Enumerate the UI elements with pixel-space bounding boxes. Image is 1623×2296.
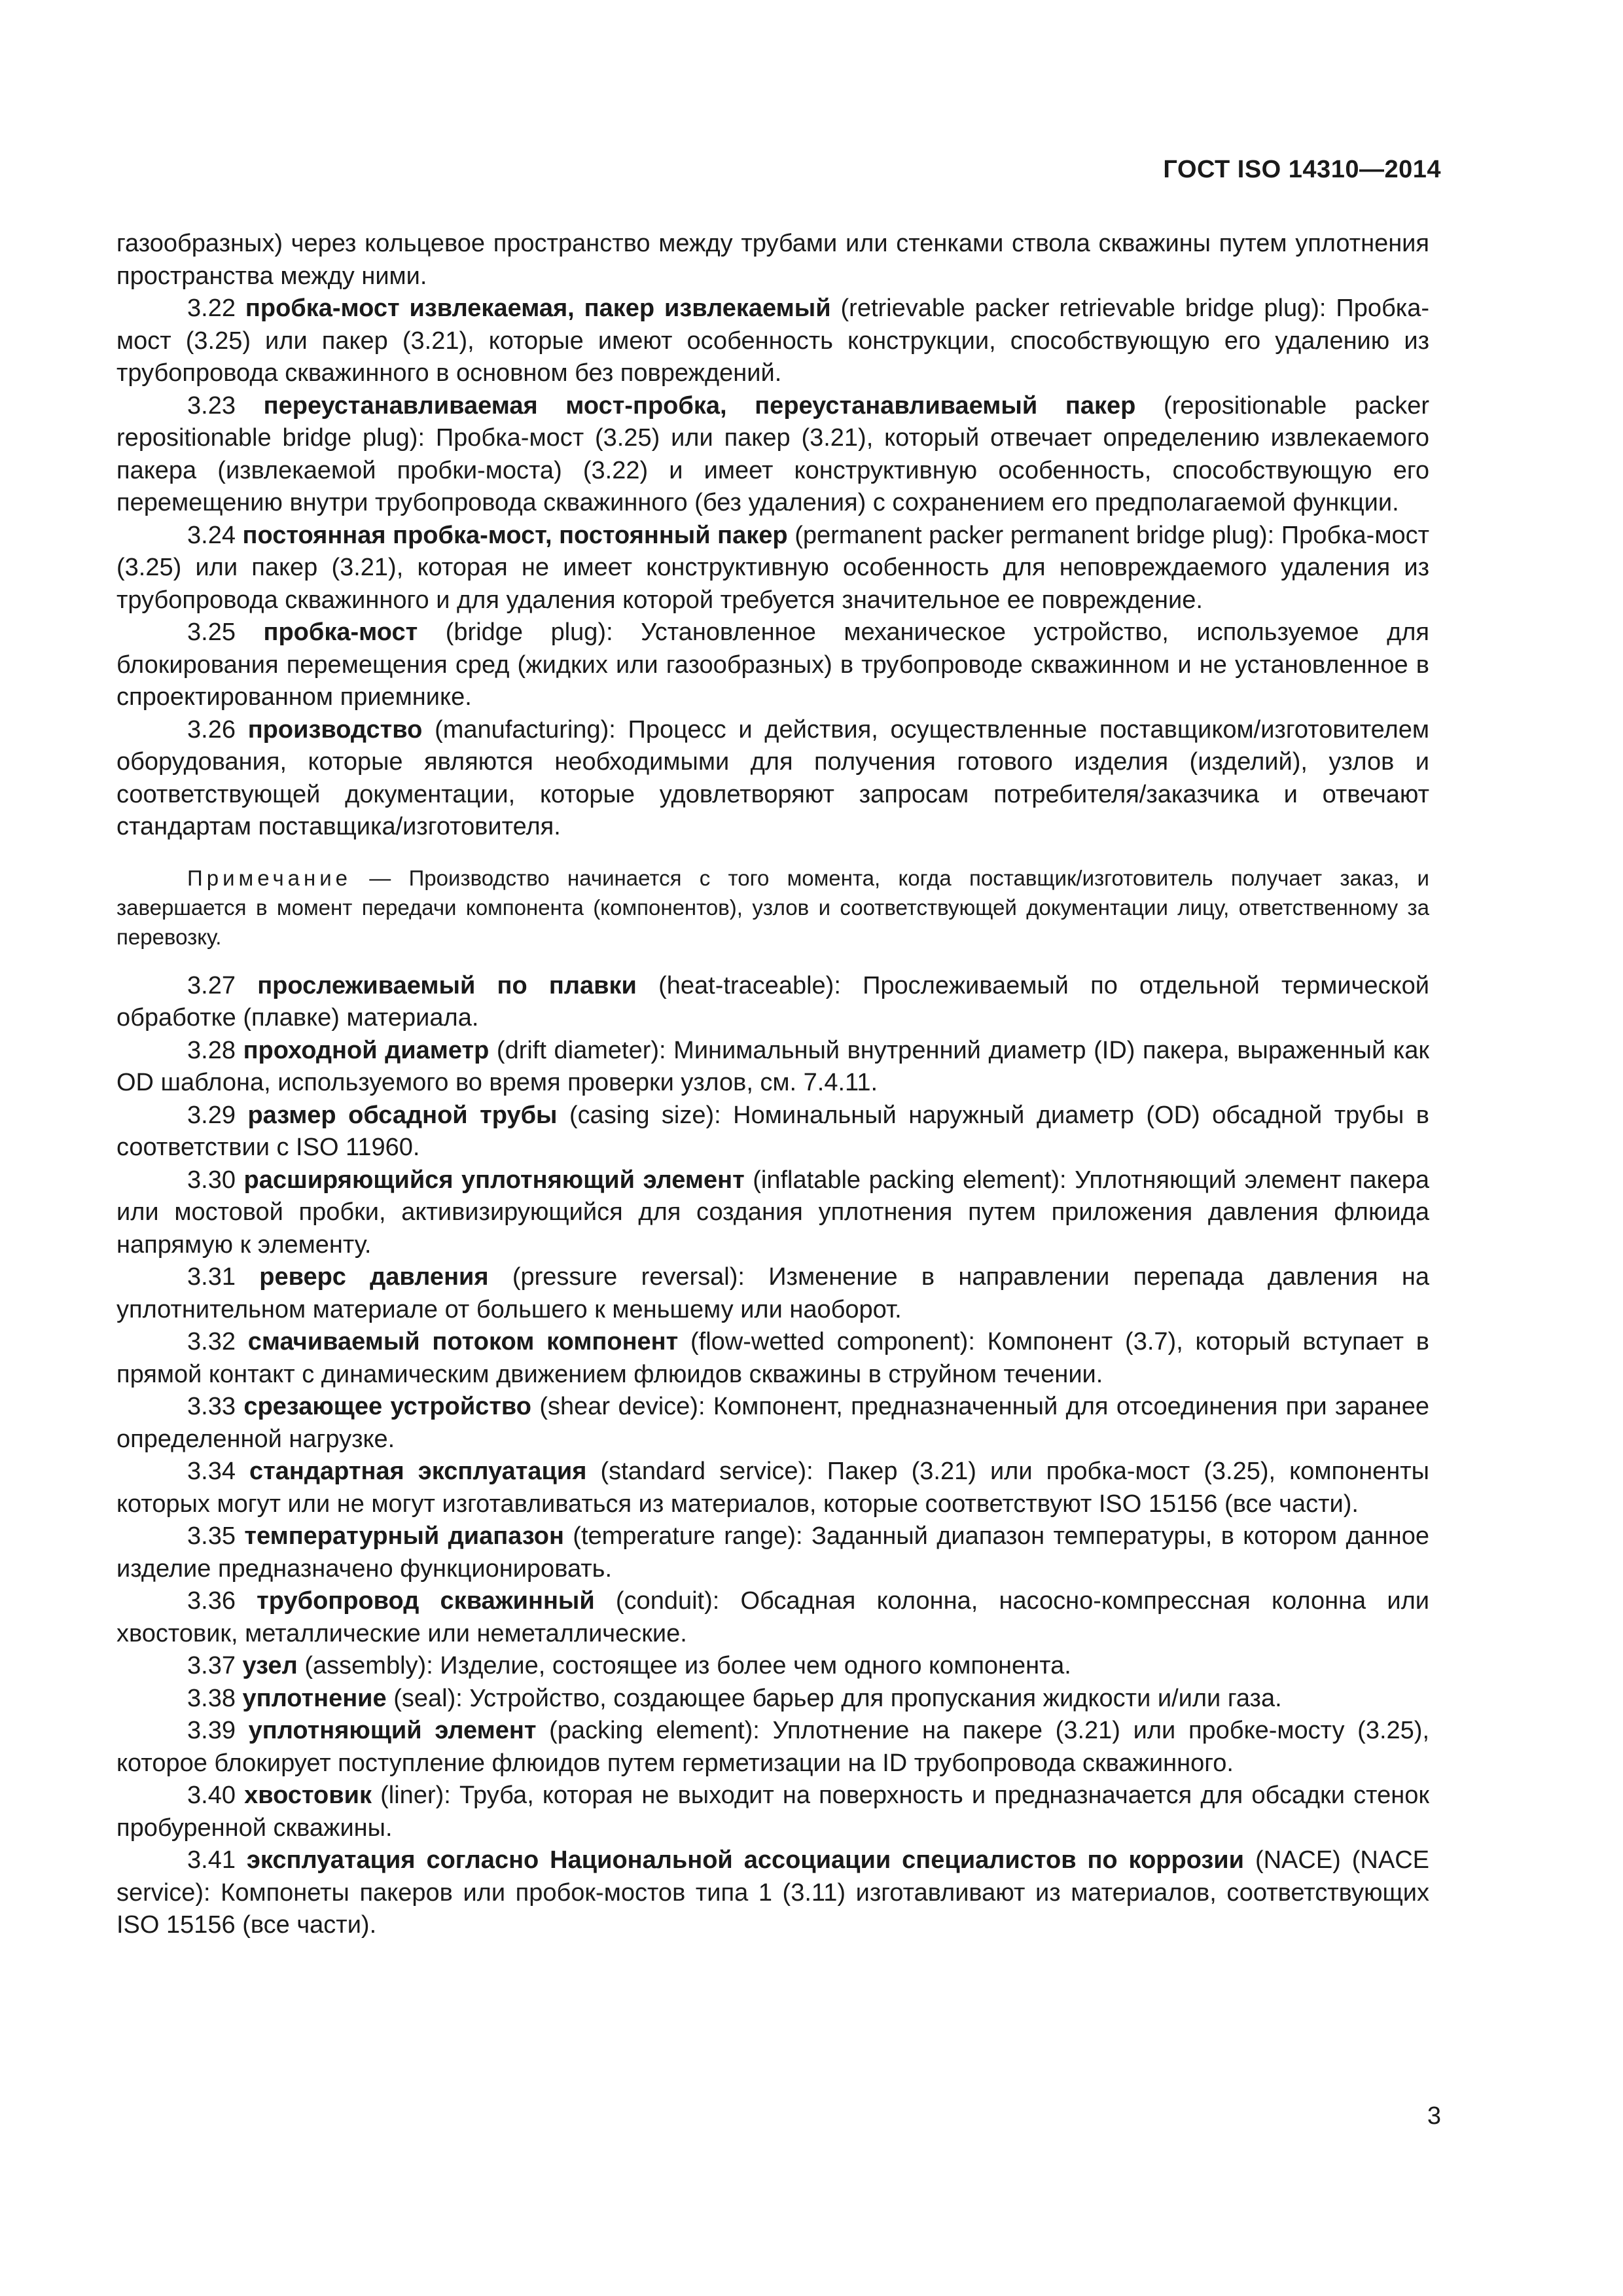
definition-3-38 [116, 1683, 1429, 1715]
definition-term: проходной диаметр [243, 1036, 490, 1064]
definition-term: прослеживаемый по плавки [257, 971, 637, 999]
definition-number: 3.29 [187, 1101, 236, 1129]
definition-term: постоянная пробка-мост, постоянный пакер [242, 521, 788, 549]
definition-number: 3.36 [187, 1587, 236, 1615]
definition-term: трубопровод скважинный [257, 1587, 595, 1615]
definition-text: (flow-wetted component): Компонент (3.7), который вступает в прямой контакт с динамическим движением флюидов скважины в струйном течении. [116, 1328, 1429, 1388]
definition-3-35 [116, 1520, 1429, 1585]
definition-3-37 [116, 1650, 1429, 1683]
definition-3-23 [116, 390, 1429, 520]
definition-3-31 [116, 1261, 1429, 1326]
definition-3-40 [116, 1780, 1429, 1844]
note-paragraph [116, 863, 1429, 952]
definition-number: 3.27 [187, 971, 236, 999]
definition-number: 3.39 [187, 1717, 236, 1744]
definition-term: стандартная эксплуатация [249, 1458, 587, 1485]
definition-3-34 [116, 1456, 1429, 1520]
definition-text: (standard service): Пакер (3.21) или пробка-мост (3.25), компоненты которых могут или не могут изготавливаться из материалов, которые соответствуют ISO 15156 (все части). [116, 1458, 1429, 1518]
definition-number: 3.24 [187, 521, 236, 549]
definition-number: 3.26 [187, 715, 236, 744]
definition-number: 3.25 [187, 619, 236, 646]
definition-text: (conduit): Обсадная колонна, насосно-компрессная колонна или хвостовик, металлические или неметаллические. [116, 1587, 1429, 1647]
definition-text: (packing element): Уплотнение на пакере (3.21) или пробке-мосту (3.25), которое блокирует поступление флюидов путем герметизации на ID трубопровода скважинного. [116, 1717, 1430, 1777]
definition-text: (inflatable packing element): Уплотняющий элемент пакера или мостовой пробки, активизирующийся для создания уплотнения путем приложения давления флюида напрямую к элементу. [116, 1166, 1430, 1259]
note-text: — Производство начинается с того момента, когда поставщик/изготовитель получает заказ, и завершается в момент передачи компонента (компонентов), узлов и соответствующей документации лицу, ответственному за перевозку. [116, 865, 1429, 949]
definition-3-28 [116, 1035, 1429, 1100]
definition-3-27 [116, 970, 1429, 1035]
definition-number: 3.40 [187, 1782, 236, 1809]
definition-number: 3.32 [187, 1328, 236, 1355]
definition-number: 3.22 [187, 295, 236, 322]
definition-number: 3.31 [187, 1263, 236, 1291]
definition-3-39 [116, 1715, 1429, 1780]
definition-term: производство [247, 715, 423, 744]
note-label: Примечание [187, 865, 352, 890]
definition-term: реверс давления [259, 1263, 489, 1291]
definition-term: смачиваемый потоком компонент [247, 1328, 679, 1355]
definition-3-26 [116, 714, 1429, 844]
definition-number: 3.38 [187, 1684, 236, 1712]
definition-text: (repositionable packer repositionable bridge plug): Пробка-мост (3.25) или пакер (3.21), который отвечает определению извлекаемого пакера (извлекаемой пробки-моста) (3.22) и имеет конструктивную особенность, способствующую его перемещению внутри трубопровода скважинного (без удаления) с сохранением его предполагаемой функции. [116, 391, 1429, 516]
definition-text: (assembly): Изделие, состоящее из более чем одного компонента. [297, 1652, 1071, 1679]
definition-3-30 [116, 1164, 1429, 1262]
definition-term: срезающее устройство [243, 1393, 532, 1420]
definition-number: 3.23 [187, 391, 236, 420]
definition-term: размер обсадной трубы [247, 1101, 558, 1129]
definition-text: (pressure reversal): Изменение в направлении перепада давления на уплотнительном материале от большего к меньшему или наоборот. [116, 1263, 1430, 1323]
definition-text: (temperature range): Заданный диапазон температуры, в котором данное изделие предназначено функционировать. [116, 1522, 1430, 1583]
definition-term: эксплуатация согласно Национальной ассоциации специалистов по коррозии [246, 1846, 1245, 1874]
definition-term: расширяющийся уплотняющий элемент [243, 1166, 745, 1194]
definition-3-32 [116, 1326, 1429, 1391]
definition-number: 3.33 [187, 1393, 236, 1420]
definition-3-29 [116, 1100, 1429, 1164]
definition-number: 3.34 [187, 1458, 236, 1485]
definition-term: переустанавливаемая мост-пробка, переустанавливаемый пакер [263, 391, 1136, 420]
definition-term: пробка-мост [263, 619, 418, 646]
definitions-list-a [116, 293, 1429, 844]
definition-text: (manufacturing): Процесс и действия, осуществленные поставщиком/изготовителем оборудования, которые являются необходимыми для получения готового изделия (изделий), узлов и соответствующей документации, которые удовлетворяют запросам потребителя/заказчика и отвечают стандартам поставщика/изготовителя. [116, 715, 1429, 840]
definition-term: узел [242, 1652, 298, 1679]
definition-3-41 [116, 1844, 1429, 1942]
definition-3-24 [116, 520, 1429, 617]
page-number: 3 [1427, 2102, 1441, 2130]
definition-3-25 [116, 617, 1429, 714]
document-body [116, 228, 1429, 1942]
definition-term: пробка-мост извлекаемая, пакер извлекаемый [245, 295, 831, 322]
definition-text: (liner): Труба, которая не выходит на поверхность и предназначается для обсадки стенок пробуренной скважины. [116, 1782, 1429, 1842]
definition-number: 3.28 [187, 1036, 236, 1064]
definition-number: 3.30 [187, 1166, 236, 1194]
definition-term: уплотнение [242, 1684, 387, 1712]
definition-text: (NACE) (NACE service): Компонеты пакеров или пробок-мостов типа 1 (3.11) изготавливают из материалов, соответствующих ISO 15156 (все части). [116, 1846, 1429, 1939]
definition-3-33 [116, 1391, 1429, 1456]
definition-text: (drift diameter): Минимальный внутренний диаметр (ID) пакера, выраженный как OD шаблона, используемого во время проверки узлов, см. 7.4.11. [116, 1036, 1429, 1096]
definition-text: (bridge plug): Установленное механическое устройство, используемое для блокирования перемещения сред (жидких или газообразных) в трубопроводе скважинном и не установленное в спроектированном приемнике. [116, 619, 1430, 711]
definition-3-36 [116, 1585, 1429, 1650]
definition-term: хвостовик [244, 1782, 372, 1809]
definition-text: (seal): Устройство, создающее барьер для пропускания жидкости и/или газа. [386, 1684, 1282, 1712]
definition-text: (permanent packer permanent bridge plug): Пробка-мост (3.25) или пакер (3.21), которая не имеет конструктивную особенность для неповреждаемого удаления из трубопровода скважинного и для удаления которой требуется значительное ее повреждение. [116, 521, 1429, 614]
definition-number: 3.41 [187, 1846, 236, 1874]
definitions-list-b [116, 970, 1429, 1942]
definition-number: 3.37 [187, 1652, 236, 1679]
definition-text: (shear device): Компонент, предназначенный для отсоединения при заранее определенной нагрузке. [116, 1393, 1430, 1453]
definition-term: температурный диапазон [244, 1522, 564, 1550]
definition-term: уплотняющий элемент [248, 1717, 537, 1744]
definition-3-22 [116, 293, 1429, 390]
definition-text: (heat-traceable): Прослеживаемый по отдельной термической обработке (плавке) материала. [116, 971, 1429, 1031]
intro-paragraph: газообразных) через кольцевое пространство между трубами или стенками ствола скважины путем уплотнения пространства между ними. [116, 230, 1429, 290]
definition-text: (casing size): Номинальный наружный диаметр (OD) обсадной трубы в соответствии с ISO 11960. [116, 1101, 1429, 1161]
definition-text: (retrievable packer retrievable bridge plug): Пробка-мост (3.25) или пакер (3.21), которые имеют особенность конструкции, способствующую его удалению из трубопровода скважинного в основном без повреждений. [116, 295, 1429, 387]
definition-number: 3.35 [187, 1522, 236, 1550]
standard-code-header: ГОСТ ISO 14310—2014 [1163, 156, 1441, 183]
